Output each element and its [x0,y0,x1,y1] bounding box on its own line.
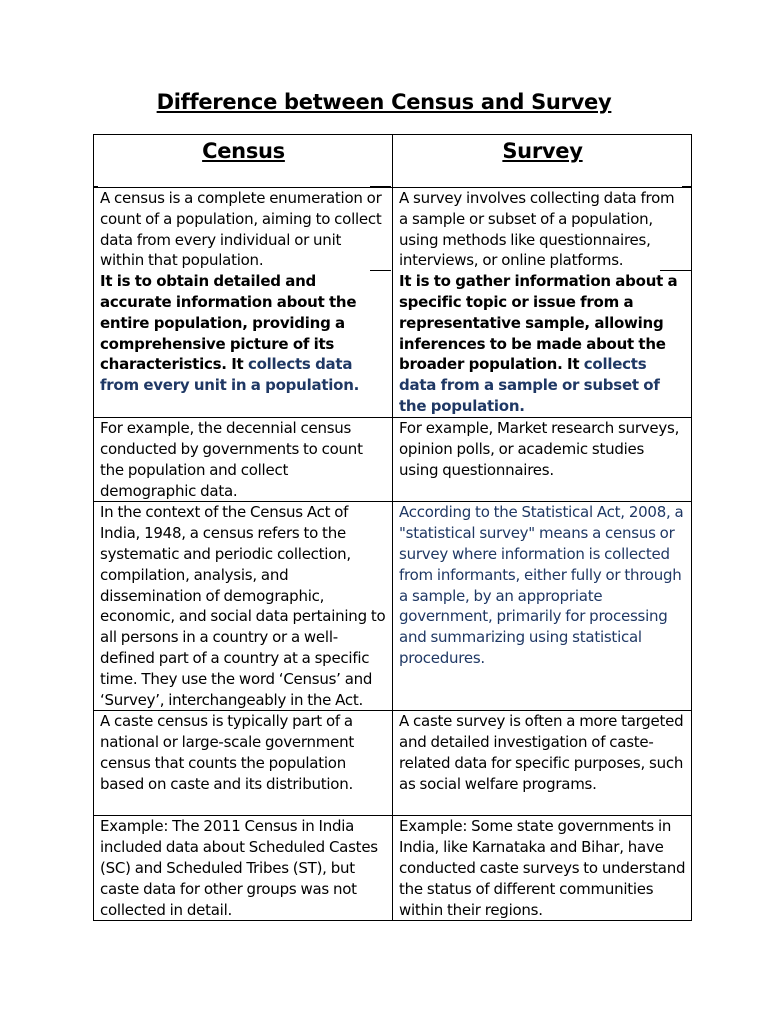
survey-case-cell: Example: Some state governments in India, like Karnataka and Bihar, have conducted caste surveys to understand the status of different communities within their regions. [393,816,692,921]
case-example-row [94,816,692,921]
survey-column-header: Survey [393,135,692,188]
example-row [94,418,692,502]
census-law-cell: In the context of the Census Act of India, 1948, a census refers to the systematic and periodic collection, compilation, analysis, and dissemination of demographic, economic, and social data pertaining to all persons in a country or a well-defined part of a country at a specific time. They use the word ‘Census’ and ‘Survey’, interchangeably in the Act. [94,502,393,711]
survey-purpose-cell [393,271,692,418]
page-title: Difference between Census and Survey [156,90,612,114]
purpose-row [94,271,692,418]
border-stub [682,186,691,187]
law-row [94,502,692,711]
census-example-cell: For example, the decennial census conducted by governments to count the population and collect demographic data. [94,418,393,502]
census-case-cell: Example: The 2011 Census in India included data about Scheduled Castes (SC) and Scheduled Tribes (ST), but caste data for other groups was not collected in detail. [94,816,393,921]
census-column-header: Census [94,135,393,188]
census-purpose-cell [94,271,393,418]
census-purpose-text: It is to obtain detailed and accurate information about the entire population, providing a comprehensive picture of its characteristics. It [100,272,357,374]
survey-example-cell: For example, Market research surveys, opinion polls, or academic studies using questionnaires. [393,418,692,502]
border-stub [660,270,691,271]
census-definition-cell: A census is a complete enumeration or count of a population, aiming to collect data from every individual or unit within that population. [94,188,393,272]
header-row [94,135,692,188]
border-stub [93,186,98,187]
survey-purpose-highlight: collects data from a sample or subset of the population. [399,355,660,415]
caste-row [94,711,692,816]
survey-purpose-text: It is to gather information about a specific topic or issue from a representative sample, allowing inferences to be made about the broader population. It [399,272,678,374]
survey-caste-cell: A caste survey is often a more targeted and detailed investigation of caste-related data for specific purposes, such as social welfare programs. [393,711,692,816]
definition-row [94,188,692,272]
border-stub [370,186,391,187]
survey-law-cell: According to the Statistical Act, 2008, a "statistical survey" means a census or survey where information is collected from informants, either fully or through a sample, by an appropriate government, primarily for processing and summarizing using statistical procedures. [393,502,692,711]
census-caste-cell: A caste census is typically part of a national or large-scale government census that counts the population based on caste and its distribution. [94,711,393,816]
survey-definition-cell: A survey involves collecting data from a sample or subset of a population, using methods like questionnaires, interviews, or online platforms. [393,188,692,272]
comparison-table [93,134,692,921]
border-stub [370,270,391,271]
census-purpose-highlight: collects data from every unit in a population. [100,355,360,395]
